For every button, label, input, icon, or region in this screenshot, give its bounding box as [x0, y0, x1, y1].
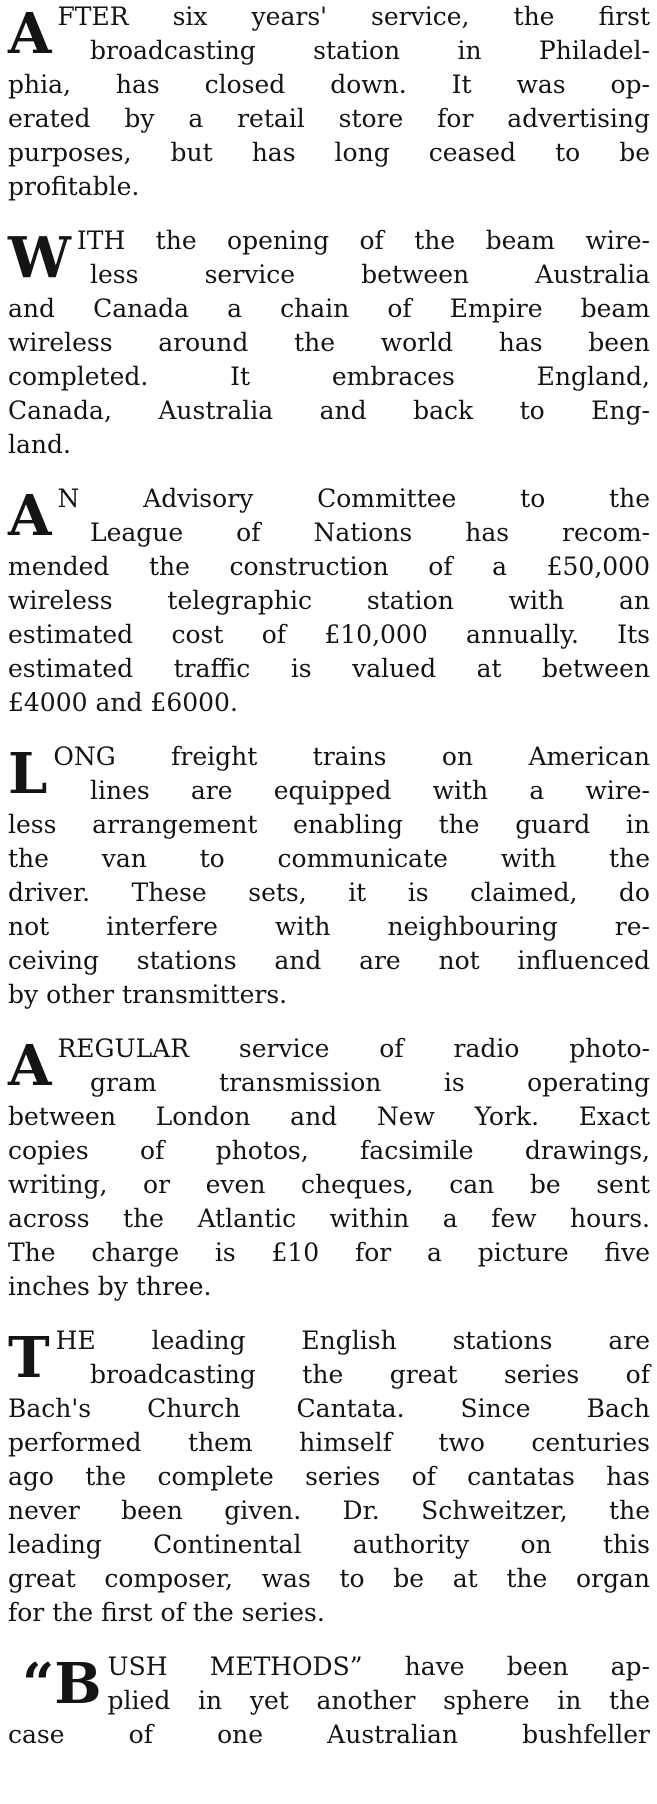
text-line: land.: [8, 430, 71, 459]
text-line: not interfere with neighbouring re-: [8, 912, 650, 941]
text-line: case of one Australian bushfeller: [8, 1720, 650, 1749]
text-line: estimated cost of £10,000 annually. Its: [8, 620, 650, 649]
text-line: Bach's Church Cantata. Since Bach: [8, 1394, 650, 1423]
text-line: plied in yet another sphere in the: [107, 1686, 650, 1715]
text-line: phia, has closed down. It was op-: [8, 70, 650, 99]
drop-cap: A: [8, 1033, 52, 1099]
news-item: [8, 482, 650, 720]
text-line: [8, 1650, 650, 1684]
text-line: less service between Australia: [90, 260, 650, 289]
text-line: [8, 1324, 650, 1358]
lead-words: FTER: [57, 2, 129, 31]
news-item: [8, 1032, 650, 1304]
line-text: Advisory Committee to the: [79, 484, 650, 513]
text-line: across the Atlantic within a few hours.: [8, 1204, 650, 1233]
text-line: broadcasting the great series of: [90, 1360, 650, 1389]
drop-cap: A: [8, 483, 52, 549]
text-line: ago the complete series of cantatas has: [8, 1462, 650, 1491]
news-item: [8, 1650, 650, 1752]
text-line: lines are equipped with a wire-: [90, 776, 650, 805]
text-line: for the first of the series.: [8, 1598, 325, 1627]
text-line: £4000 and £6000.: [8, 688, 238, 717]
line-text: the opening of the beam wire-: [125, 226, 650, 255]
line-text: service of radio photo-: [189, 1034, 650, 1063]
drop-cap: “B: [22, 1651, 102, 1717]
line-text: have been ap-: [362, 1652, 650, 1681]
text-line: profitable.: [8, 172, 140, 201]
text-line: [8, 0, 650, 34]
line-text: freight trains on American: [115, 742, 650, 771]
text-line: [8, 740, 650, 774]
text-line: copies of photos, facsimile drawings,: [8, 1136, 650, 1165]
drop-cap: W: [8, 225, 71, 291]
text-line: Canada, Australia and back to Eng-: [8, 396, 650, 425]
drop-cap: L: [8, 741, 48, 807]
text-line: The charge is £10 for a picture five: [8, 1238, 650, 1267]
lead-words: N: [57, 484, 80, 513]
text-line: never been given. Dr. Schweitzer, the: [8, 1496, 650, 1525]
line-text: six years' service, the first: [128, 2, 650, 31]
text-line: driver. These sets, it is claimed, do: [8, 878, 650, 907]
text-line: between London and New York. Exact: [8, 1102, 650, 1131]
text-line: mended the construction of a £50,000: [8, 552, 650, 581]
text-line: ceiving stations and are not influenced: [8, 946, 650, 975]
drop-cap: T: [8, 1325, 50, 1391]
text-line: League of Nations has recom-: [90, 518, 650, 547]
news-item: [8, 1324, 650, 1630]
text-line: [8, 482, 650, 516]
news-column: [8, 0, 650, 1772]
news-item: [8, 740, 650, 1012]
line-text: leading English stations are: [95, 1326, 650, 1355]
lead-words: ONG: [53, 742, 116, 771]
text-line: erated by a retail store for advertising: [8, 104, 650, 133]
text-line: gram transmission is operating: [90, 1068, 650, 1097]
text-line: by other transmitters.: [8, 980, 288, 1009]
text-line: estimated traffic is valued at between: [8, 654, 650, 683]
lead-words: HE: [55, 1326, 96, 1355]
text-line: writing, or even cheques, can be sent: [8, 1170, 650, 1199]
text-line: and Canada a chain of Empire beam: [8, 294, 650, 323]
text-line: performed them himself two centuries: [8, 1428, 650, 1457]
text-line: [8, 224, 650, 258]
text-line: wireless telegraphic station with an: [8, 586, 650, 615]
text-line: inches by three.: [8, 1272, 212, 1301]
text-line: purposes, but has long ceased to be: [8, 138, 650, 167]
text-line: completed. It embraces England,: [8, 362, 650, 391]
text-line: wireless around the world has been: [8, 328, 650, 357]
text-line: leading Continental authority on this: [8, 1530, 650, 1559]
text-line: the van to communicate with the: [8, 844, 650, 873]
lead-words: ITH: [76, 226, 126, 255]
news-item: [8, 0, 650, 204]
lead-words: USH METHODS”: [107, 1652, 363, 1681]
text-line: broadcasting station in Philadel-: [90, 36, 650, 65]
drop-cap: A: [8, 1, 52, 67]
text-line: [8, 1032, 650, 1066]
lead-words: REGULAR: [57, 1034, 190, 1063]
news-item: [8, 224, 650, 462]
text-line: great composer, was to be at the organ: [8, 1564, 650, 1593]
text-line: less arrangement enabling the guard in: [8, 810, 650, 839]
